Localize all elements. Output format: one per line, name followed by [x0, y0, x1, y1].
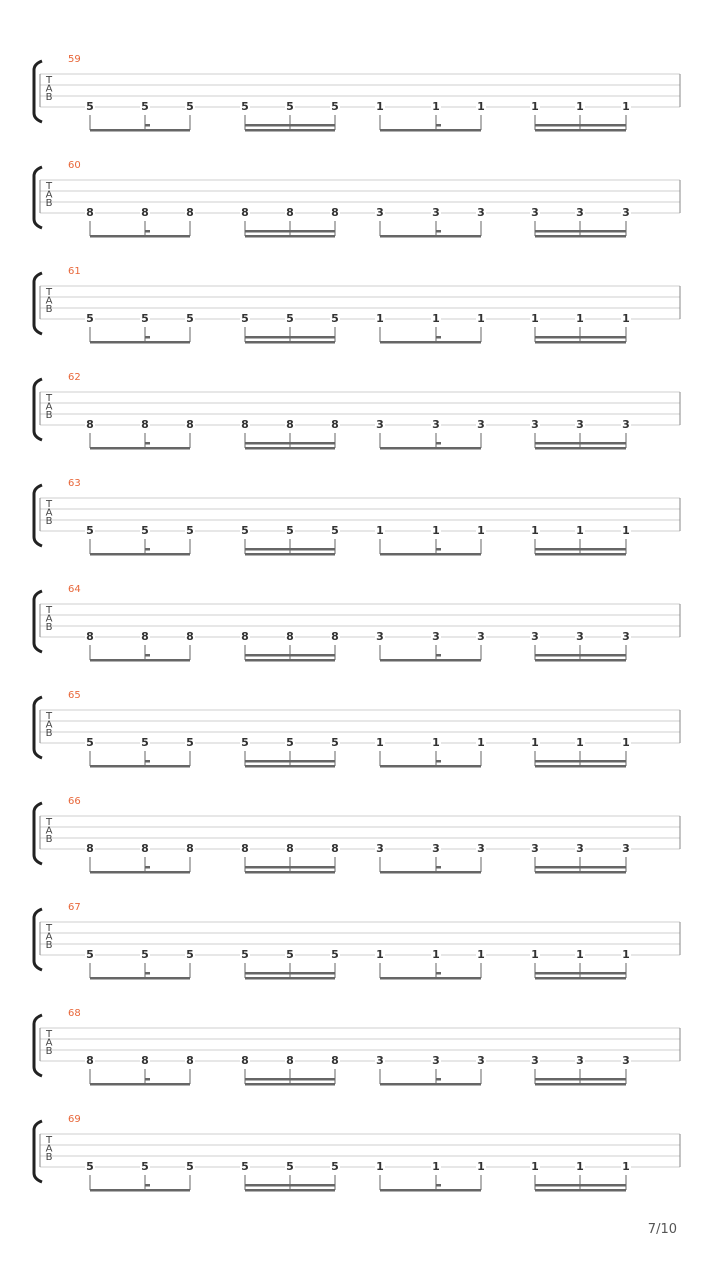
beam	[90, 553, 190, 556]
beam	[245, 1083, 335, 1086]
fret-number: 5	[286, 948, 294, 961]
tab-clef-letter: A	[45, 825, 53, 837]
beam	[245, 871, 335, 874]
partial-beam	[145, 972, 150, 975]
fret-number: 5	[186, 524, 194, 537]
fret-number: 3	[531, 418, 539, 431]
beam	[245, 235, 335, 238]
fret-number: 3	[477, 418, 485, 431]
fret-number: 3	[376, 630, 384, 643]
beam-secondary	[245, 548, 335, 551]
partial-beam	[436, 760, 441, 763]
tab-system	[34, 902, 680, 980]
tab-clef-letter: T	[45, 75, 53, 86]
beam	[380, 129, 481, 132]
fret-number: 1	[622, 736, 630, 749]
beam	[535, 341, 626, 344]
partial-beam	[436, 124, 441, 127]
beam-secondary	[245, 230, 335, 233]
partial-beam	[145, 760, 150, 763]
fret-number: 1	[576, 1160, 584, 1173]
system-bracket	[34, 61, 42, 122]
beam-secondary	[245, 972, 335, 975]
beam	[245, 1189, 335, 1192]
fret-number: 8	[331, 1054, 339, 1067]
fret-number: 1	[531, 948, 539, 961]
fret-number: 1	[531, 736, 539, 749]
fret-number: 5	[141, 312, 149, 325]
tab-clef-letter: T	[45, 287, 53, 298]
fret-number: 1	[376, 948, 384, 961]
fret-number: 5	[141, 100, 149, 113]
fret-number: 1	[622, 948, 630, 961]
measure-number: 64	[68, 584, 81, 595]
tab-clef-letter: A	[45, 401, 53, 413]
fret-number: 5	[186, 1160, 194, 1173]
fret-number: 5	[331, 312, 339, 325]
tab-clef-letter: T	[45, 499, 53, 510]
tab-clef-letter: T	[45, 181, 53, 192]
beam	[90, 659, 190, 662]
fret-number: 8	[331, 418, 339, 431]
partial-beam	[145, 442, 150, 445]
beam	[90, 977, 190, 980]
fret-number: 5	[86, 948, 94, 961]
partial-beam	[436, 1184, 441, 1187]
fret-number: 1	[477, 736, 485, 749]
fret-number: 1	[576, 312, 584, 325]
tab-clef-letter: A	[45, 931, 53, 943]
fret-number: 3	[376, 842, 384, 855]
fret-number: 3	[576, 630, 584, 643]
fret-number: 8	[286, 630, 294, 643]
fret-number: 3	[622, 206, 630, 219]
beam	[90, 447, 190, 450]
fret-number: 5	[86, 100, 94, 113]
fret-number: 8	[241, 206, 249, 219]
fret-number: 8	[286, 842, 294, 855]
fret-number: 1	[432, 1160, 440, 1173]
tab-system	[34, 266, 680, 344]
tab-clef-letter: B	[45, 834, 53, 845]
tab-clef-letter: A	[45, 83, 53, 95]
fret-number: 5	[186, 948, 194, 961]
beam	[245, 341, 335, 344]
fret-number: 8	[186, 1054, 194, 1067]
beam	[245, 977, 335, 980]
beam-secondary	[245, 442, 335, 445]
partial-beam	[145, 230, 150, 233]
beam-secondary	[535, 230, 626, 233]
beam	[535, 1083, 626, 1086]
measure-number: 63	[68, 478, 81, 489]
tab-clef-letter: A	[45, 1037, 53, 1049]
tab-system	[34, 160, 680, 238]
fret-number: 8	[241, 630, 249, 643]
fret-number: 3	[622, 630, 630, 643]
partial-beam	[436, 866, 441, 869]
beam	[90, 1083, 190, 1086]
fret-number: 8	[86, 418, 94, 431]
fret-number: 1	[432, 736, 440, 749]
measure-number: 62	[68, 372, 81, 383]
fret-number: 8	[86, 1054, 94, 1067]
fret-number: 1	[576, 948, 584, 961]
beam-secondary	[535, 1078, 626, 1081]
measure-number: 67	[68, 902, 81, 913]
fret-number: 8	[186, 418, 194, 431]
beam	[245, 129, 335, 132]
beam	[535, 871, 626, 874]
measure-number: 59	[68, 54, 81, 65]
beam	[90, 871, 190, 874]
system-bracket	[34, 1015, 42, 1076]
fret-number: 1	[477, 948, 485, 961]
fret-number: 5	[241, 312, 249, 325]
fret-number: 1	[432, 312, 440, 325]
measure-number: 65	[68, 690, 81, 701]
fret-number: 5	[286, 312, 294, 325]
fret-number: 5	[141, 524, 149, 537]
partial-beam	[145, 1184, 150, 1187]
fret-number: 8	[331, 630, 339, 643]
fret-number: 3	[432, 418, 440, 431]
beam-secondary	[245, 654, 335, 657]
beam	[380, 447, 481, 450]
partial-beam	[436, 972, 441, 975]
beam-secondary	[245, 760, 335, 763]
system-bracket	[34, 485, 42, 546]
fret-number: 3	[477, 842, 485, 855]
tab-clef-letter: B	[45, 1152, 53, 1163]
fret-number: 3	[432, 206, 440, 219]
fret-number: 5	[241, 524, 249, 537]
tab-system	[34, 1008, 680, 1086]
partial-beam	[436, 548, 441, 551]
tab-clef-letter: B	[45, 92, 53, 103]
beam	[245, 447, 335, 450]
measure-number: 69	[68, 1114, 81, 1125]
beam	[535, 765, 626, 768]
tab-clef-letter: B	[45, 304, 53, 315]
fret-number: 1	[376, 736, 384, 749]
fret-number: 5	[331, 736, 339, 749]
fret-number: 8	[241, 1054, 249, 1067]
beam-secondary	[535, 548, 626, 551]
fret-number: 5	[86, 736, 94, 749]
fret-number: 3	[376, 1054, 384, 1067]
fret-number: 8	[331, 206, 339, 219]
beam-secondary	[535, 336, 626, 339]
fret-number: 5	[241, 948, 249, 961]
fret-number: 1	[622, 100, 630, 113]
beam	[245, 553, 335, 556]
tab-clef-letter: B	[45, 410, 53, 421]
beam-secondary	[535, 442, 626, 445]
fret-number: 5	[286, 524, 294, 537]
system-bracket	[34, 1121, 42, 1182]
system-bracket	[34, 803, 42, 864]
tab-clef-letter: B	[45, 728, 53, 739]
fret-number: 3	[376, 418, 384, 431]
system-bracket	[34, 591, 42, 652]
tab-clef-letter: A	[45, 719, 53, 731]
tab-clef-letter: T	[45, 923, 53, 934]
fret-number: 1	[622, 524, 630, 537]
measure-number: 66	[68, 796, 81, 807]
beam	[90, 1189, 190, 1192]
tab-system	[34, 372, 680, 450]
fret-number: 1	[477, 1160, 485, 1173]
fret-number: 1	[576, 524, 584, 537]
fret-number: 5	[241, 736, 249, 749]
fret-number: 8	[241, 842, 249, 855]
beam	[535, 129, 626, 132]
beam	[90, 341, 190, 344]
tab-clef-letter: B	[45, 940, 53, 951]
fret-number: 1	[477, 524, 485, 537]
fret-number: 1	[432, 524, 440, 537]
beam	[535, 977, 626, 980]
fret-number: 3	[531, 630, 539, 643]
fret-number: 3	[477, 206, 485, 219]
fret-number: 1	[531, 1160, 539, 1173]
tab-clef-letter: B	[45, 198, 53, 209]
measure-number: 60	[68, 160, 81, 171]
fret-number: 8	[241, 418, 249, 431]
tab-clef-letter: A	[45, 507, 53, 519]
beam-secondary	[535, 866, 626, 869]
tab-clef-letter: A	[45, 295, 53, 307]
tab-clef-letter: T	[45, 1029, 53, 1040]
beam	[90, 235, 190, 238]
fret-number: 3	[432, 1054, 440, 1067]
fret-number: 8	[331, 842, 339, 855]
fret-number: 8	[186, 630, 194, 643]
fret-number: 5	[241, 1160, 249, 1173]
partial-beam	[436, 1078, 441, 1081]
beam	[535, 553, 626, 556]
beam-secondary	[535, 972, 626, 975]
tab-clef-letter: T	[45, 817, 53, 828]
beam-secondary	[245, 1078, 335, 1081]
partial-beam	[436, 654, 441, 657]
partial-beam	[436, 230, 441, 233]
fret-number: 5	[331, 524, 339, 537]
measure-number: 61	[68, 266, 81, 277]
fret-number: 8	[286, 206, 294, 219]
beam	[380, 765, 481, 768]
fret-number: 8	[141, 418, 149, 431]
fret-number: 1	[376, 312, 384, 325]
fret-number: 1	[622, 312, 630, 325]
tab-system	[34, 690, 680, 768]
fret-number: 1	[376, 1160, 384, 1173]
fret-number: 1	[477, 100, 485, 113]
beam-secondary	[535, 1184, 626, 1187]
fret-number: 3	[531, 206, 539, 219]
fret-number: 5	[331, 100, 339, 113]
fret-number: 5	[86, 312, 94, 325]
fret-number: 5	[141, 736, 149, 749]
beam-secondary	[535, 124, 626, 127]
fret-number: 1	[576, 736, 584, 749]
partial-beam	[436, 336, 441, 339]
beam	[90, 129, 190, 132]
beam-secondary	[245, 1184, 335, 1187]
tab-clef-letter: T	[45, 1135, 53, 1146]
beam-secondary	[535, 654, 626, 657]
partial-beam	[145, 1078, 150, 1081]
fret-number: 8	[86, 842, 94, 855]
fret-number: 1	[432, 100, 440, 113]
beam	[380, 235, 481, 238]
fret-number: 3	[576, 418, 584, 431]
fret-number: 5	[286, 100, 294, 113]
fret-number: 5	[331, 1160, 339, 1173]
fret-number: 5	[286, 736, 294, 749]
fret-number: 1	[531, 100, 539, 113]
fret-number: 3	[477, 1054, 485, 1067]
fret-number: 3	[576, 206, 584, 219]
beam	[380, 1189, 481, 1192]
fret-number: 1	[531, 524, 539, 537]
tab-clef-letter: T	[45, 605, 53, 616]
partial-beam	[145, 124, 150, 127]
tab-system	[34, 584, 680, 662]
beam	[535, 1189, 626, 1192]
fret-number: 5	[86, 524, 94, 537]
partial-beam	[145, 336, 150, 339]
fret-number: 5	[186, 312, 194, 325]
beam	[535, 659, 626, 662]
fret-number: 1	[622, 1160, 630, 1173]
system-bracket	[34, 379, 42, 440]
fret-number: 1	[376, 524, 384, 537]
system-bracket	[34, 697, 42, 758]
fret-number: 5	[141, 948, 149, 961]
fret-number: 1	[576, 100, 584, 113]
fret-number: 3	[376, 206, 384, 219]
beam-secondary	[245, 124, 335, 127]
beam-secondary	[245, 866, 335, 869]
tab-clef-letter: A	[45, 1143, 53, 1155]
beam	[535, 235, 626, 238]
fret-number: 5	[86, 1160, 94, 1173]
tab-clef-letter: B	[45, 516, 53, 527]
fret-number: 5	[286, 1160, 294, 1173]
beam	[245, 659, 335, 662]
fret-number: 8	[86, 206, 94, 219]
fret-number: 8	[286, 418, 294, 431]
fret-number: 3	[432, 630, 440, 643]
beam	[380, 1083, 481, 1086]
tab-system	[34, 54, 680, 132]
fret-number: 1	[376, 100, 384, 113]
system-bracket	[34, 273, 42, 334]
partial-beam	[145, 654, 150, 657]
tab-system	[34, 1114, 680, 1192]
fret-number: 8	[186, 842, 194, 855]
beam	[380, 341, 481, 344]
partial-beam	[145, 866, 150, 869]
fret-number: 8	[186, 206, 194, 219]
fret-number: 5	[141, 1160, 149, 1173]
fret-number: 5	[186, 736, 194, 749]
tab-system	[34, 478, 680, 556]
system-bracket	[34, 909, 42, 970]
fret-number: 8	[141, 842, 149, 855]
tab-clef-letter: T	[45, 711, 53, 722]
tab-clef-letter: B	[45, 1046, 53, 1057]
fret-number: 3	[531, 842, 539, 855]
fret-number: 3	[477, 630, 485, 643]
fret-number: 8	[286, 1054, 294, 1067]
beam-secondary	[535, 760, 626, 763]
fret-number: 3	[531, 1054, 539, 1067]
tab-clef-letter: A	[45, 189, 53, 201]
fret-number: 8	[86, 630, 94, 643]
tab-clef-letter: A	[45, 613, 53, 625]
fret-number: 1	[477, 312, 485, 325]
fret-number: 8	[141, 1054, 149, 1067]
tab-clef-letter: T	[45, 393, 53, 404]
fret-number: 3	[432, 842, 440, 855]
tab-system	[34, 796, 680, 874]
fret-number: 8	[141, 206, 149, 219]
beam	[380, 977, 481, 980]
fret-number: 5	[331, 948, 339, 961]
fret-number: 3	[622, 1054, 630, 1067]
partial-beam	[145, 548, 150, 551]
fret-number: 8	[141, 630, 149, 643]
measure-number: 68	[68, 1008, 81, 1019]
system-bracket	[34, 167, 42, 228]
beam	[535, 447, 626, 450]
fret-number: 5	[186, 100, 194, 113]
fret-number: 3	[576, 842, 584, 855]
tab-clef-letter: B	[45, 622, 53, 633]
fret-number: 5	[241, 100, 249, 113]
beam	[380, 659, 481, 662]
beam	[380, 553, 481, 556]
beam	[90, 765, 190, 768]
fret-number: 3	[622, 842, 630, 855]
page-number: 7/10	[647, 1222, 677, 1237]
beam	[380, 871, 481, 874]
fret-number: 3	[622, 418, 630, 431]
fret-number: 3	[576, 1054, 584, 1067]
beam-secondary	[245, 336, 335, 339]
fret-number: 1	[432, 948, 440, 961]
beam	[245, 765, 335, 768]
partial-beam	[436, 442, 441, 445]
fret-number: 1	[531, 312, 539, 325]
